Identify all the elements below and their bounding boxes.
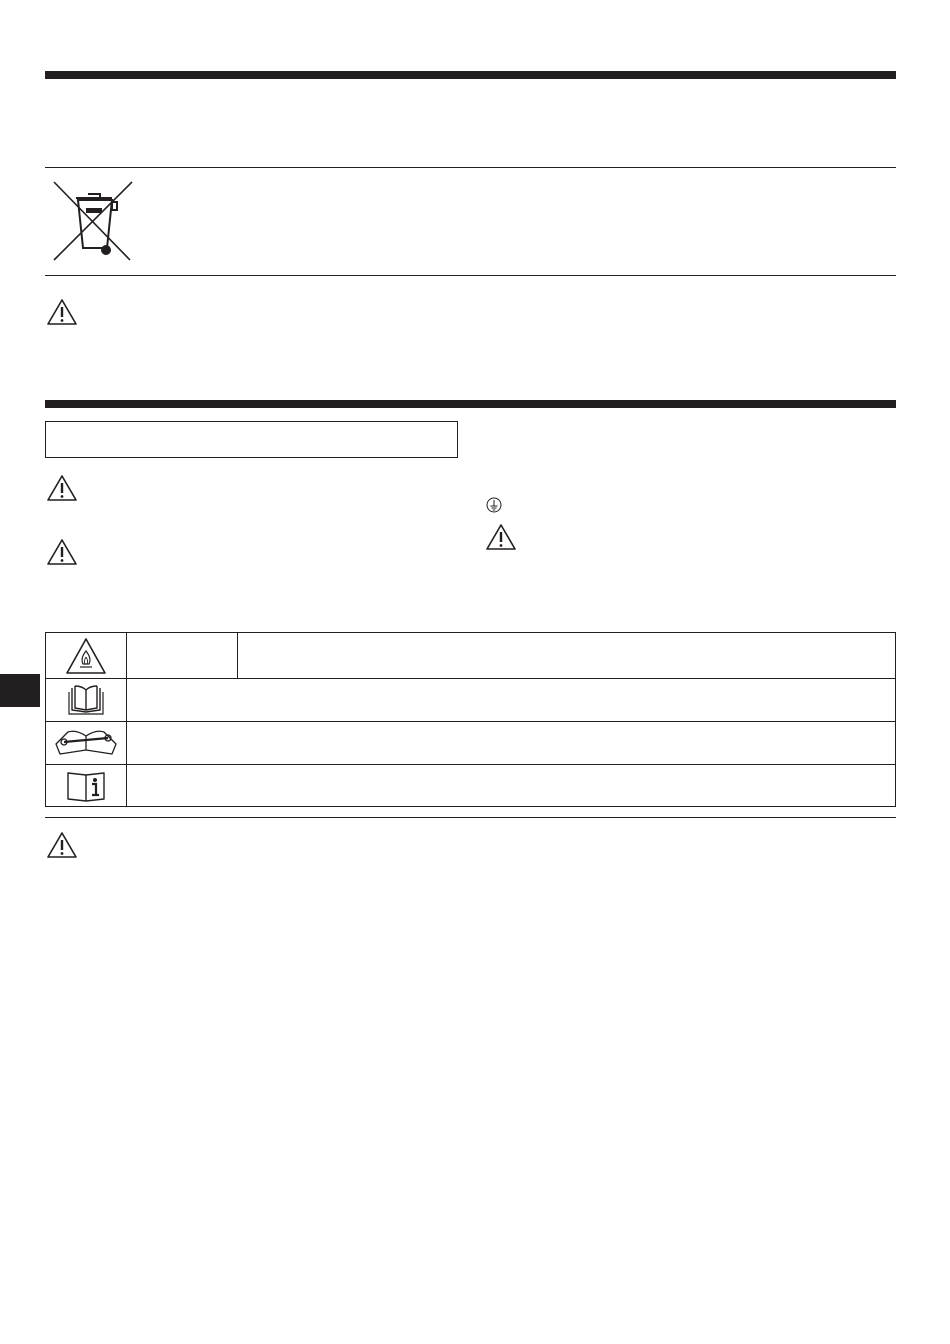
warning-triangle-icon bbox=[46, 298, 78, 326]
table-row bbox=[46, 679, 896, 722]
symbol-cell bbox=[46, 679, 127, 722]
table-bottom-divider bbox=[45, 817, 896, 818]
disposal-top-divider bbox=[45, 167, 896, 168]
section-top-rule bbox=[45, 71, 896, 79]
table-row bbox=[46, 633, 896, 679]
warning-triangle-icon bbox=[485, 523, 517, 551]
symbol-cell bbox=[46, 633, 127, 679]
protective-earth-icon bbox=[486, 497, 502, 513]
section-safety-rule bbox=[45, 400, 896, 408]
service-manual-icon bbox=[54, 728, 118, 758]
table-row bbox=[46, 722, 896, 765]
symbol-description-cell bbox=[127, 765, 896, 807]
read-manual-icon bbox=[66, 684, 106, 716]
table-row bbox=[46, 765, 896, 807]
heading-box bbox=[45, 421, 458, 458]
symbol-cell bbox=[46, 765, 127, 807]
symbols-table bbox=[45, 632, 896, 807]
symbol-description-cell bbox=[238, 633, 896, 679]
language-tab-marker bbox=[0, 674, 40, 707]
warning-triangle-icon bbox=[46, 831, 78, 859]
symbol-description-cell bbox=[127, 722, 896, 765]
information-icon bbox=[64, 769, 108, 803]
symbol-description-cell bbox=[127, 679, 896, 722]
symbol-name-cell bbox=[127, 633, 238, 679]
flammable-refrigerant-icon bbox=[65, 637, 107, 675]
caution-triangle-icon bbox=[46, 538, 78, 566]
warning-triangle-icon bbox=[46, 474, 78, 502]
disposal-bottom-divider bbox=[45, 275, 896, 276]
symbol-cell bbox=[46, 722, 127, 765]
crossed-out-wheelie-bin-icon bbox=[50, 178, 136, 264]
